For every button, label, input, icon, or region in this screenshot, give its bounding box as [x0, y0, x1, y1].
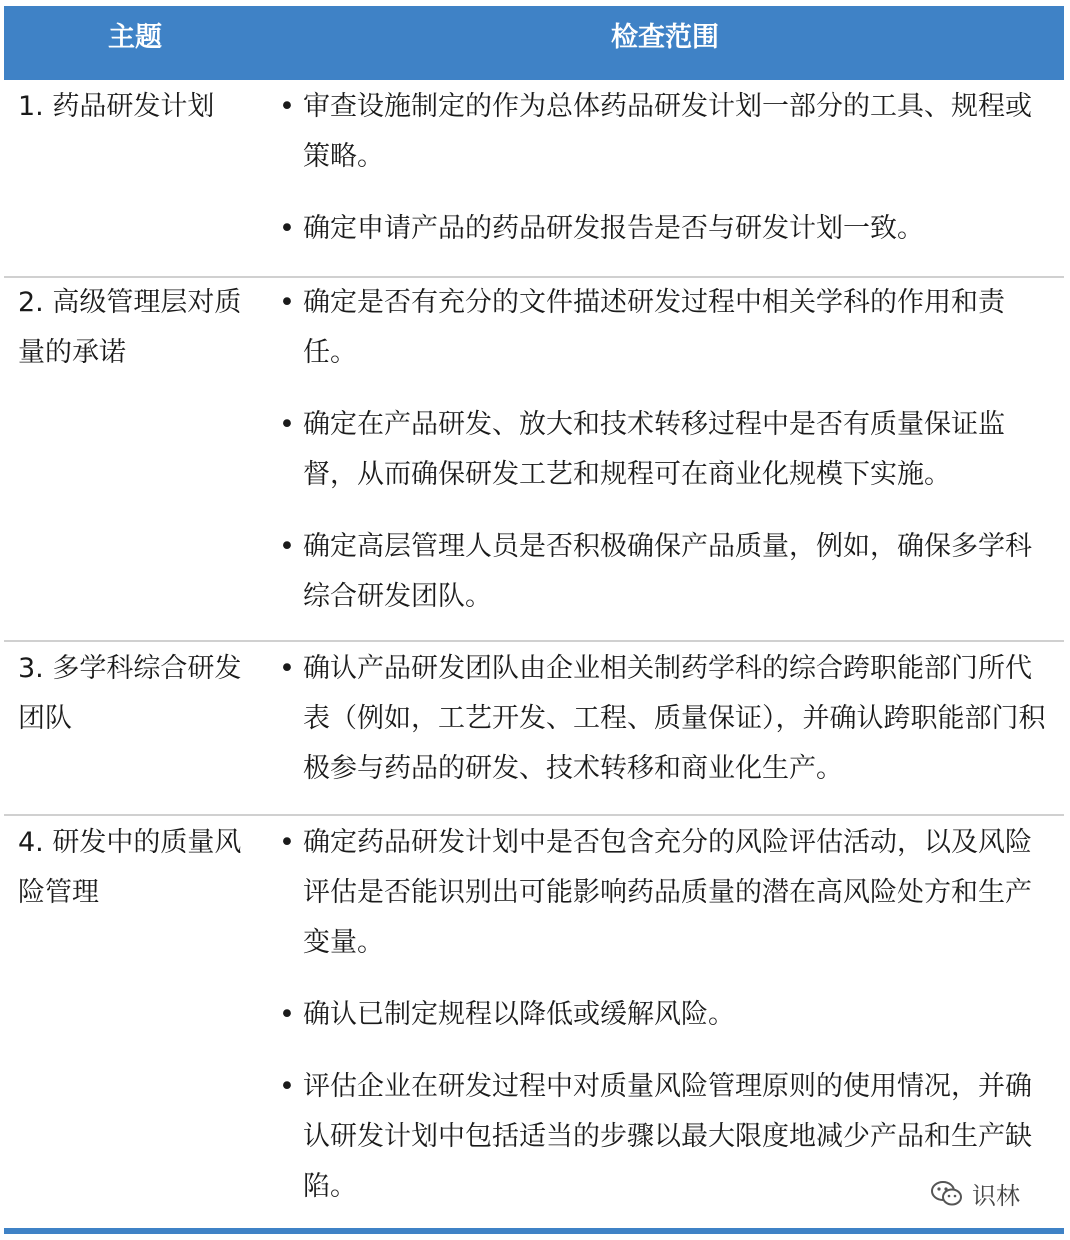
- watermark-text: 识林: [972, 1182, 1020, 1210]
- row-topic: 3. 多学科综合研发团队: [18, 653, 242, 734]
- bullet-dot: •: [279, 91, 295, 122]
- bullet-dot: •: [279, 827, 295, 858]
- row-separator: [4, 640, 1064, 642]
- row-topic: 2. 高级管理层对质量的承诺: [18, 287, 242, 368]
- bullet-item: [279, 644, 1054, 794]
- row-bullets: [279, 818, 1054, 1234]
- bullet-dot: •: [279, 409, 295, 440]
- bullet-item: [279, 400, 1054, 500]
- row-bullets: [279, 644, 1054, 816]
- row-separator: [4, 814, 1064, 816]
- bullet-dot: •: [279, 999, 295, 1030]
- bullet-text: 确定申请产品的药品研发报告是否与研发计划一致。: [303, 213, 924, 244]
- bullet-text: 确定是否有充分的文件描述研发过程中相关学科的作用和责任。: [303, 287, 1005, 368]
- bullet-text: 确认已制定规程以降低或缓解风险。: [303, 999, 735, 1030]
- row-bullets: [279, 82, 1054, 276]
- bullet-dot: •: [279, 287, 295, 318]
- row-topic: 1. 药品研发计划: [18, 91, 215, 122]
- table-header: [4, 6, 1064, 80]
- bullet-item: [279, 818, 1054, 968]
- bullet-item: [279, 82, 1054, 182]
- bullet-dot: •: [279, 653, 295, 684]
- bullet-text: 确定高层管理人员是否积极确保产品质量，例如，确保多学科综合研发团队。: [303, 531, 1032, 612]
- header-topic: 主题: [108, 22, 162, 53]
- header-scope: 检查范围: [611, 22, 719, 53]
- bullet-dot: •: [279, 531, 295, 562]
- watermark: [930, 1176, 1020, 1211]
- bullet-text: 确认产品研发团队由企业相关制药学科的综合跨职能部门所代表（例如，工艺开发、工程、质量保证），并确认跨职能部门积极参与药品的研发、技术转移和商业化生产。: [303, 653, 1046, 784]
- bullet-text: 确定在产品研发、放大和技术转移过程中是否有质量保证监督，从而确保研发工艺和规程可在商业化规模下实施。: [303, 409, 1005, 490]
- bullet-item: [279, 990, 1054, 1040]
- bottom-rule: [4, 1228, 1064, 1234]
- row-topic: 4. 研发中的质量风险管理: [18, 827, 242, 908]
- bullet-item: [279, 278, 1054, 378]
- row-bullets: [279, 278, 1054, 644]
- wechat-icon: [930, 1179, 964, 1209]
- bullet-text: 审查设施制定的作为总体药品研发计划一部分的工具、规程或策略。: [303, 91, 1032, 172]
- bullet-text: 评估企业在研发过程中对质量风险管理原则的使用情况，并确认研发计划中包括适当的步骤以最大限度地减少产品和生产缺陷。: [303, 1071, 1032, 1202]
- bullet-dot: •: [279, 1071, 295, 1102]
- bullet-item: [279, 522, 1054, 622]
- bullet-dot: •: [279, 213, 295, 244]
- bullet-item: [279, 204, 1054, 254]
- bullet-text: 确定药品研发计划中是否包含充分的风险评估活动，以及风险评估是否能识别出可能影响药品质量的潜在高风险处方和生产变量。: [303, 827, 1032, 958]
